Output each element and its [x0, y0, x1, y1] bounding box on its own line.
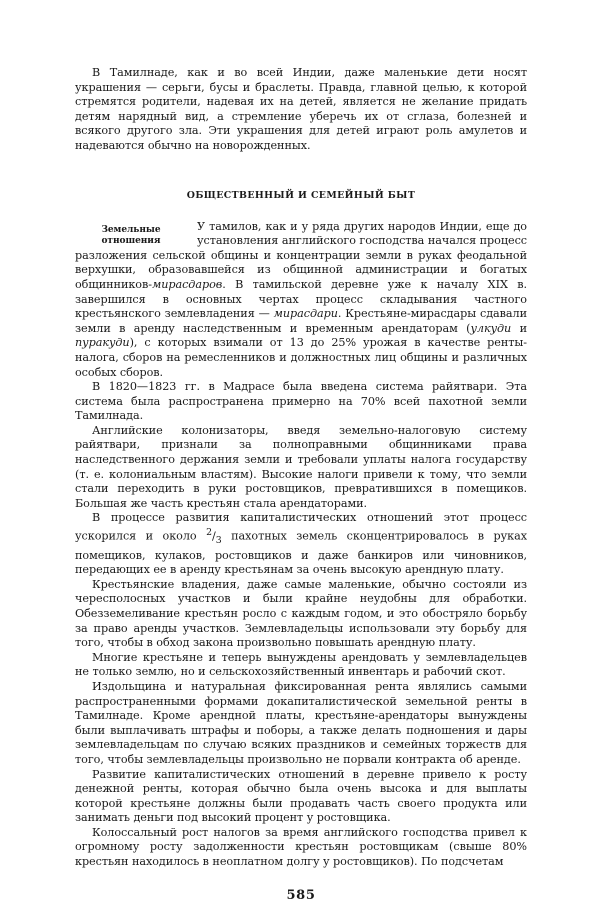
paragraph-colonizers: Английские колонизаторы, введя земельно-налоговую систему райятвари, признали за полноправными общинниками права наследственного держания земли и требовали уплаты налога государству (т. е. колониальным властям). Высокие налоги привели к тому, что земли стали переходить в руки ростовщиков, превратившихся в помещиков. Большая же часть крестьян стала арендаторами.: [75, 423, 527, 510]
paragraph-sharecropping: Издольщина и натуральная фиксированная рента являлись самыми распространенными формами докапиталистической земельной ренты в Тамилнаде. Кроме арендной платы, крестьяне-арендаторы вынуждены были выплачивать штрафы и поборы, а также делать подношения и дары землевладельцам по случаю всяких праздников и семейных торжеств для того, чтобы землевладельцы произвольно не порвали контракта об аренде.: [75, 679, 527, 766]
paragraph-money-rent: Развитие капиталистических отношений в деревне привело к росту денежной ренты, которая обычно была очень высока и для выплаты которой крестьяне должны были продавать часть своего продукта или занимать деньги под высокий процент у ростовщика.: [75, 767, 527, 825]
section-title: ОБЩЕСТВЕННЫЙ И СЕМЕЙНЫЙ БЫТ: [186, 189, 416, 201]
page-number: 585: [286, 887, 316, 903]
term-ulkudi: улкуди: [470, 321, 512, 335]
paragraph-peasant-holdings: Крестьянские владения, даже самые маленькие, обычно состояли из чересполосных участков и были крайне неудобны для обработки. Обезземеливание крестьян росло с каждым годом, и это обостряло борьбу за право аренды участков. Землевладельцы использовали эту борьбу для того, чтобы в обход закона произвольно повышать арендную плату.: [75, 577, 527, 650]
text-segment: пахотных земель сконцентрировалось в руках помещиков, кулаков, ростовщиков и даже банкиров или чиновников, передающих ее в аренду крестьянам за очень высокую арендную плату.: [75, 529, 528, 577]
text-segment: и: [511, 321, 527, 335]
paragraph-tax-growth: Колоссальный рост налогов за время английского господства привел к огромному росту задолженности крестьян ростовщикам (свыше 80% крестьян находилось в неоплатном долгу у ростовщиков). По подсчетам: [75, 825, 527, 869]
fraction-numerator: 2: [206, 527, 212, 539]
paragraph-renting-equipment: Многие крестьяне и теперь вынуждены арендовать у землевладельцев не только землю, но и сельскохозяйственный инвентарь и рабочий скот.: [75, 650, 527, 679]
term-mirasdari: мирасдари: [273, 307, 338, 321]
text-segment: . Крестьяне-мирасдары сдавали земли в аренду наследственным и временным арендаторам (: [75, 307, 527, 335]
text-segment: У тамилов, как и у ряда других народов Индии, еще до установления английского господства начался процесс разложения сельской общины и концентрации земли в руках феодальной верхушки, образовавшейся из общинной администрации и богатых общинников-: [75, 219, 527, 291]
intro-paragraph: В Тамилнаде, как и во всей Индии, даже маленькие дети носят украшения — серьги, бусы и браслеты. Правда, главной целью, к которой стремятся родители, надевая их на детей, является не желание придать детям нарядный вид, а стремление уберечь их от сглаза, болезней и всякого другого зла. Эти украшения для детей играют роль амулетов и надеваются обычно на новорожденных.: [75, 66, 527, 152]
paragraph-capitalist-relations: В процессе развития капиталистических отношений этот процесс ускорился и около $^2/_3$ пахотных земель сконцентрировалось в руках помещиков, кулаков, ростовщиков и даже банкиров или чиновников, передающих ее в аренду крестьянам за очень высокую арендную плату.: [75, 511, 528, 577]
fraction-denominator: 3: [215, 535, 222, 546]
page-content: [75, 66, 527, 903]
term-mirasdarov: мирасдаров: [151, 277, 223, 291]
text-segment: . В тамильской деревне уже к началу XIX в. завершился в основных чертах процесс складывания частного крестьянского землевладения —: [75, 277, 527, 321]
text-segment: ), с которых взимали от 13 до 25% урожая в качестве ренты-налога, сборов на ремесленников и должностных лиц общины и различных особых сборов.: [75, 336, 527, 379]
paragraph-ryotwari: В 1820—1823 гг. в Мадрасе была введена система райятвари. Эта система была распространена примерно на 70% всей пахотной земли Тамилнада.: [75, 380, 527, 423]
margin-note-land-relations: Земельные отношения: [101, 224, 161, 246]
text-segment: В процессе развития капиталистических отношений этот процесс ускорился и около: [75, 511, 527, 543]
paragraph-land-relations: [75, 220, 527, 381]
term-purakudi: пуракуди: [75, 336, 130, 350]
